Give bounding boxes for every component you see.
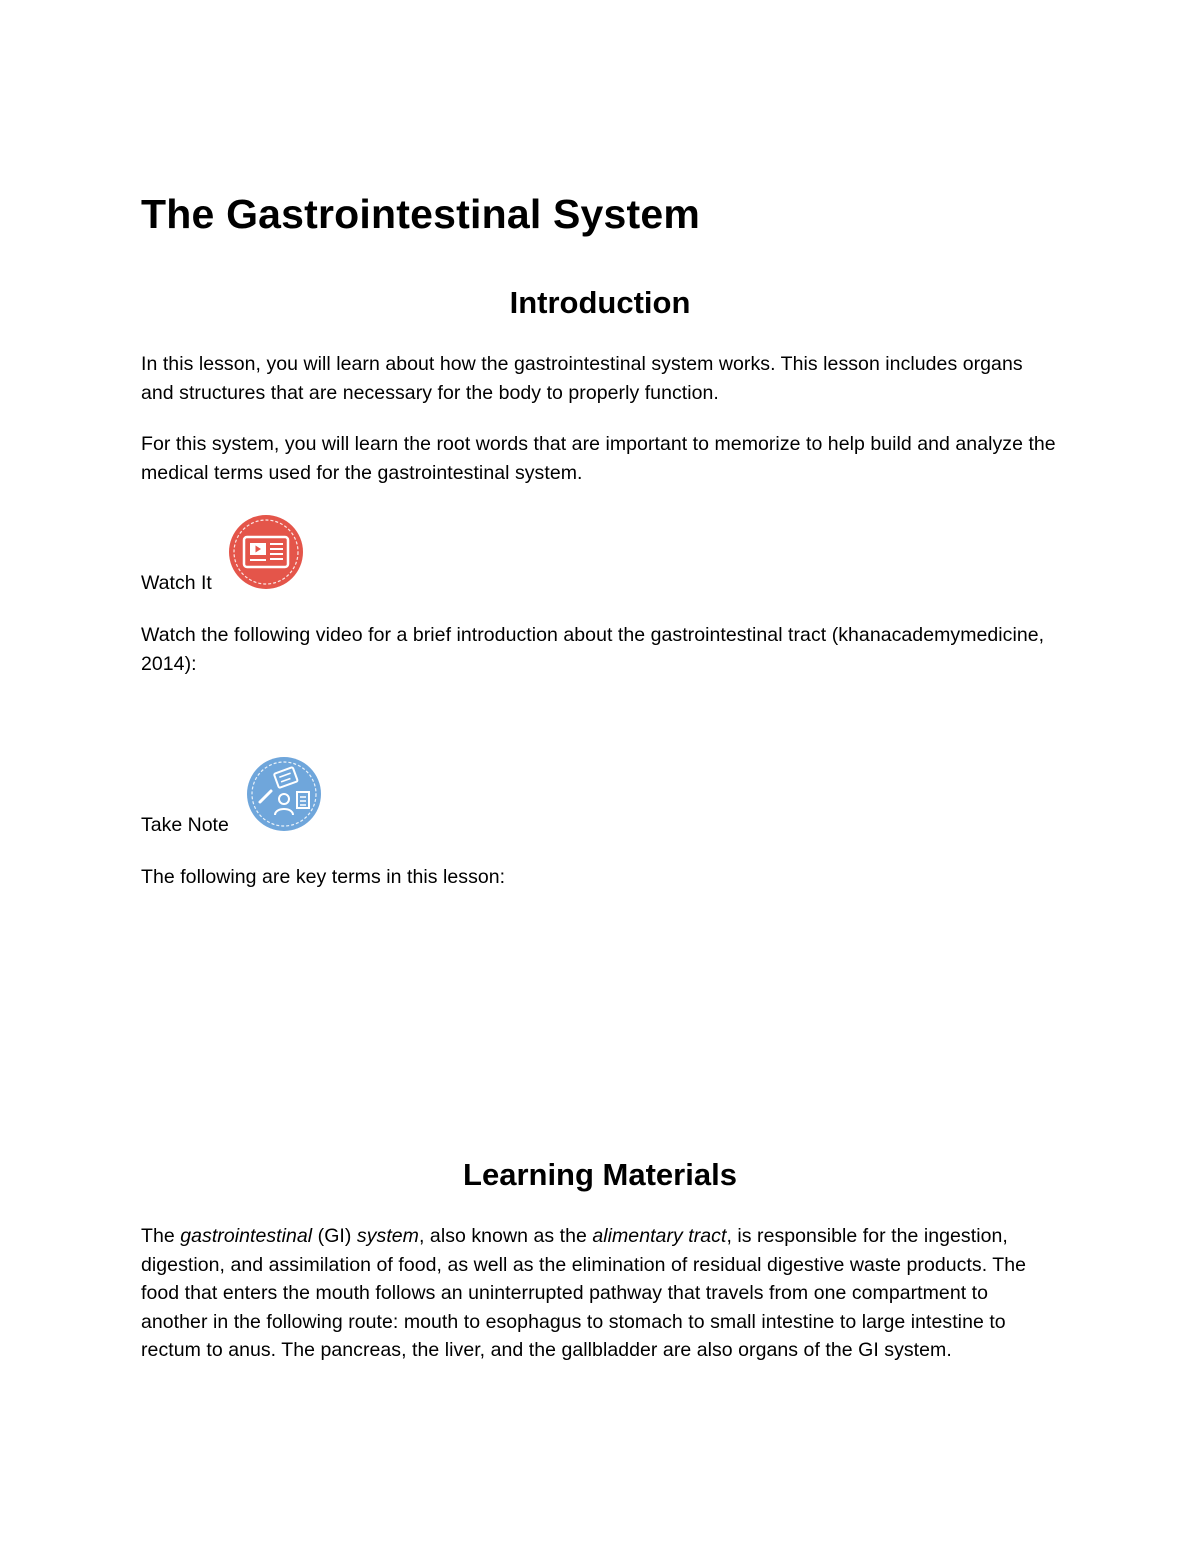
paragraph-text-segment: (GI) <box>312 1225 357 1247</box>
document-title: The Gastrointestinal System <box>141 191 701 237</box>
term-gastrointestinal: gastrointestinal <box>180 1225 313 1247</box>
learning-materials-heading: Learning Materials <box>463 1157 737 1192</box>
take-note-text: The following are key terms in this lesson: <box>141 866 506 888</box>
paragraph-text-segment: , is responsible for the ingestion, digestion, and assimilation of food, as well as the elimination of residual digestive waste products. The food that enters the mouth follows an uninterrupted pathway that travels from one compartment to another in the following route: mouth to esophagus to stomach to small intestine to large intestine to rectum to anus. The pancreas, the liver, and the gallbladder are also organs of the GI system. <box>141 1225 1027 1361</box>
paragraph-text-segment: , also known as the <box>418 1225 593 1247</box>
watch-it-label: Watch It <box>141 572 212 594</box>
watch-it-text: Watch the following video for a brief introduction about the gastrointestinal tract (khanacademymedicine, 2014): <box>141 624 1045 675</box>
term-system: system <box>356 1225 419 1247</box>
introduction-heading: Introduction <box>509 285 691 320</box>
introduction-paragraph-2: For this system, you will learn the root words that are important to memorize to help build and analyze the medical terms used for the gastrointestinal system. <box>141 433 1056 484</box>
introduction-paragraph-1: In this lesson, you will learn about how the gastrointestinal system works. This lesson includes organs and structures that are necessary for the body to properly function. <box>141 353 1023 404</box>
video-lesson-icon <box>228 514 304 590</box>
term-alimentary-tract: alimentary tract <box>592 1225 727 1247</box>
take-note-icon <box>246 756 322 832</box>
learning-materials-paragraph <box>141 1222 1059 1365</box>
take-note-label: Take Note <box>141 814 229 836</box>
paragraph-text-segment: The <box>141 1225 181 1247</box>
